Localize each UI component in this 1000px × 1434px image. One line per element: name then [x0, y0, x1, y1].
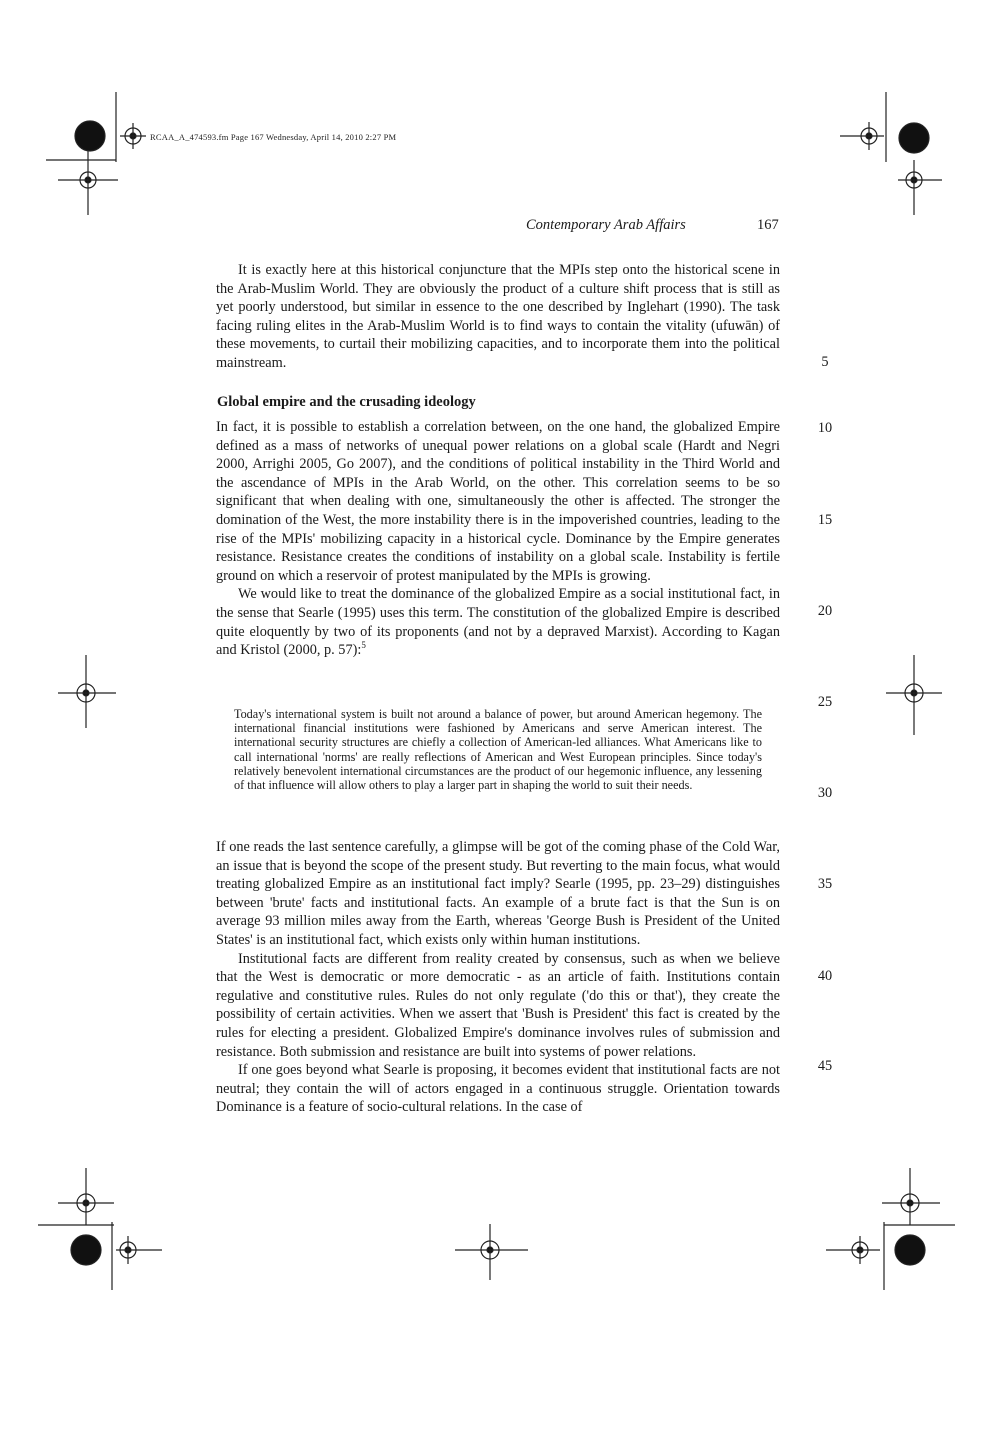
- page-number: 167: [757, 217, 779, 233]
- registration-dot-icon: [71, 1235, 101, 1265]
- registration-dot-icon: [895, 1235, 925, 1265]
- crosshair-icon: [882, 1168, 940, 1225]
- crosshair-icon: [886, 655, 942, 735]
- line-number: 15: [817, 512, 833, 528]
- paragraph: In fact, it is possible to establish a correlation between, on the one hand, the globalized Empire defined as a mass of networks of unequal power relations on a global scale (Hardt and Negri 2000, Arrighi 2005, Go 2007), and the conditions of political instability in the Third World and the ascendance of MPIs in the Arab World, on the other. This correlation seems to be so significant that when dealing with one, simultaneously the other is affected. The stronger the domination of the West, the more instability there is in the impoverished countries, leading to the rise of the MPIs' mobilizing capacity in a historical cycle. Dominance by the Empire generates resistance. Resistance creates the conditions of instability on a global scale. Instability is fertile ground on which a reservoir of protest manipulated by the MPIs is growing.: [216, 419, 780, 584]
- line-number: 20: [817, 603, 833, 619]
- file-slug: RCAA_A_474593.fm Page 167 Wednesday, April 14, 2010 2:27 PM: [150, 132, 397, 142]
- crosshair-icon: [120, 123, 146, 149]
- body-text-top: [216, 261, 780, 373]
- body-text-middle: [216, 418, 780, 660]
- footnote-mark: 5: [361, 640, 366, 651]
- block-quote: Today's international system is built not around a balance of power, but around American hegemony. The international financial institutions were fashioned by Americans and serve American interest. The international security structures are chiefly a collection of American-led alliances. What Americans like to call international 'norms' are really reflections of American and West European principles. Since today's relatively benevolent international circumstances are the product of our hegemonic influence, any lessening of that influence will allow others to play a larger part in shaping the world to suit their needs.: [234, 707, 762, 793]
- paragraph: Institutional facts are different from reality created by consensus, such as when we believe that the West is democratic or more democratic - as an article of faith. Institutions contain regulative and constitutive rules. Rules do not only regulate ('do this or that'), they create the possibility of certain activities. When we assert that 'Bush is President' this fact is created by the rules for electing a president. Globalized Empire's dominance involves rules of submission and resistance. Both submission and resistance are built into systems of power relations.: [216, 950, 780, 1060]
- line-number: 40: [817, 968, 833, 984]
- crosshair-icon: [58, 655, 116, 728]
- crosshair-icon: [898, 160, 942, 215]
- crosshair-icon: [58, 1168, 114, 1225]
- crosshair-icon: [826, 1236, 880, 1264]
- crosshair-icon: [116, 1236, 162, 1264]
- line-number: 45: [817, 1058, 833, 1074]
- registration-dot-icon: [899, 123, 929, 153]
- line-number: 25: [817, 694, 833, 710]
- paragraph-text: We would like to treat the dominance of the globalized Empire as a social institutional fact, in the sense that Searle (1995) uses this term. The constitution of the globalized Empire is described quite eloquently by two of its proponents (and not by a depraved Marxist). According to Kagan and Kristol (2000, p. 57):: [216, 586, 780, 659]
- line-number: 30: [817, 785, 833, 801]
- paragraph: It is exactly here at this historical conjuncture that the MPIs step onto the historical scene in the Arab-Muslim World. They are obviously the product of a culture shift process that is still as yet poorly understood, but similar in essence to the one described by Inglehart (1990). The task facing ruling elites in the Arab-Muslim World is to find ways to contain the vitality (ufuwān) of these movements, to curtail their mobilizing capacities, and to incorporate them into the political mainstream.: [216, 262, 780, 371]
- section-heading: Global empire and the crusading ideology: [217, 394, 476, 410]
- crosshair-icon: [455, 1224, 528, 1280]
- line-number: 35: [817, 876, 833, 892]
- paragraph: If one goes beyond what Searle is proposing, it becomes evident that institutional facts are not neutral; they contain the will of actors engaged in a continuous struggle. Orientation towards Dominance is a feature of socio-cultural relations. In the case of: [216, 1062, 780, 1116]
- paragraph: If one reads the last sentence carefully, a glimpse will be got of the coming phase of the Cold War, an issue that is beyond the scope of the present study. But reverting to the main focus, what would treating globalized Empire as an institutional fact imply? Searle (1995, pp. 23–29) distinguishes between 'brute' facts and institutional facts. An example of a brute fact is that the Sun is on average 93 million miles away from the Earth, whereas 'George Bush is President of the United States' is an institutional fact, which exists only within human institutions.: [216, 839, 780, 948]
- line-number: 5: [821, 354, 829, 370]
- line-number: 10: [817, 420, 833, 436]
- body-text-bottom: [216, 838, 780, 1117]
- crosshair-icon: [840, 122, 884, 150]
- paragraph: [216, 585, 780, 659]
- registration-dot-icon: [75, 121, 105, 151]
- running-head: Contemporary Arab Affairs: [526, 217, 686, 233]
